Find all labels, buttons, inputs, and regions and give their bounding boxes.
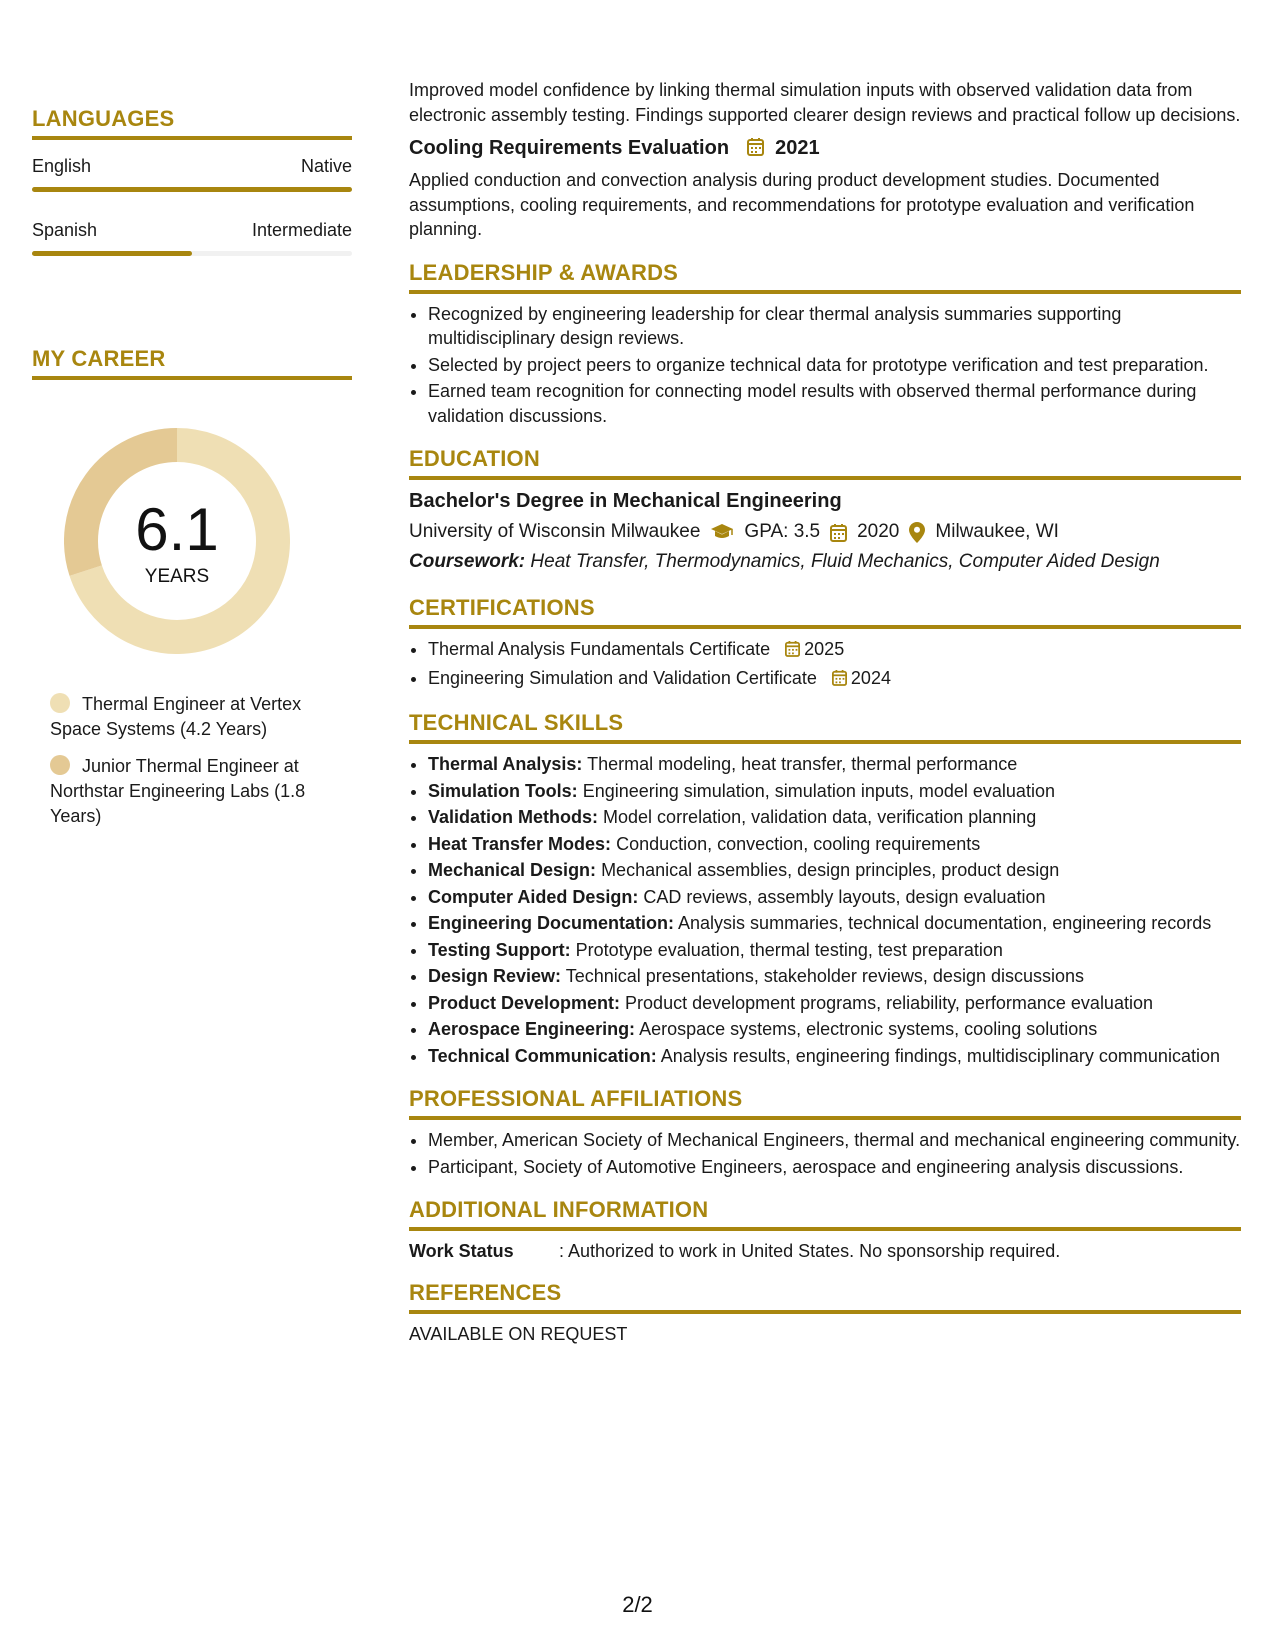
language-level: Intermediate	[251, 220, 352, 240]
legend-dot-icon	[50, 755, 70, 775]
skill-name: Product Development:	[428, 992, 621, 1013]
list-item	[428, 1017, 1241, 1042]
skill-name: Technical Communication:	[428, 1045, 657, 1066]
project-year: 2021	[775, 137, 820, 159]
skill-desc: Analysis results, engineering findings, multidisciplinary communication	[660, 1045, 1220, 1066]
language-proficiency-fill	[32, 251, 192, 256]
project-description: Applied conduction and convection analysis during product development studies. Documented assumptions, cooling requirements, and recommendations for prototype evaluation and verification planning.	[409, 170, 1195, 239]
list-item	[428, 832, 1241, 857]
career-legend-item	[50, 754, 340, 829]
career-total-unit: YEARS	[144, 566, 210, 587]
language-item	[32, 220, 352, 256]
additional-section	[409, 1197, 1241, 1262]
skill-desc: Prototype evaluation, thermal testing, test preparation	[575, 939, 1003, 960]
right-column	[409, 78, 1241, 1345]
list-item	[428, 858, 1241, 883]
career-section	[32, 346, 352, 380]
education-gpa: GPA: 3.5	[744, 521, 821, 542]
list-item	[428, 637, 1241, 664]
leadership-section	[409, 260, 1241, 429]
skill-name: Validation Methods:	[428, 807, 599, 827]
list-item	[428, 911, 1241, 936]
skill-desc: Product development programs, reliability, performance evaluation	[625, 992, 1153, 1013]
skill-desc: Mechanical assemblies, design principles, product design	[601, 860, 1060, 880]
calendar-icon	[747, 137, 764, 162]
language-proficiency-bar	[32, 251, 352, 256]
career-donut-chart	[64, 428, 290, 654]
languages-title: LANGUAGES	[32, 106, 352, 140]
language-name: English	[32, 156, 92, 176]
career-role-label: Junior Thermal Engineer at Northstar Engineering Labs (1.8 Years)	[50, 756, 306, 826]
affiliations-list	[409, 1128, 1241, 1179]
graduation-cap-icon	[710, 523, 734, 541]
skill-name: Heat Transfer Modes:	[428, 833, 612, 854]
list-item: • Selected by project peers to organize technical data for prototype verification and test preparation.	[428, 353, 1241, 378]
list-item: • Recognized by engineering leadership for clear thermal analysis summaries supporting multidisciplinary design reviews.	[428, 302, 1241, 351]
skill-desc: Technical presentations, stakeholder reviews, design discussions	[565, 966, 1085, 986]
references-text: AVAILABLE ON REQUEST	[409, 1324, 628, 1344]
list-item	[428, 991, 1241, 1016]
additional-key: Work Status	[409, 1241, 514, 1261]
additional-value: : Authorized to work in United States. No sponsorship required.	[559, 1241, 1061, 1261]
skill-name: Aerospace Engineering:	[428, 1019, 636, 1039]
career-legend	[50, 692, 340, 841]
language-level: Native	[300, 156, 352, 176]
skill-desc: CAD reviews, assembly layouts, design evaluation	[643, 886, 1046, 907]
career-role-label: Thermal Engineer at Vertex Space Systems (4.2 Years)	[50, 694, 302, 739]
list-item	[428, 779, 1241, 804]
affiliations-title: PROFESSIONAL AFFILIATIONS	[409, 1086, 1241, 1120]
list-item: • Member, American Society of Mechanical Engineers, thermal and mechanical engineering community.	[428, 1128, 1241, 1153]
calendar-icon	[832, 668, 847, 693]
language-name: Spanish	[32, 220, 98, 240]
project-heading	[409, 137, 1241, 162]
list-item: • Participant, Society of Automotive Engineers, aerospace and engineering analysis discussions.	[428, 1155, 1241, 1180]
list-item: • Earned team recognition for connecting model results with observed thermal performance during validation discussions.	[428, 379, 1241, 428]
language-item	[32, 156, 352, 192]
skill-desc: Conduction, convection, cooling requirements	[616, 833, 981, 854]
career-legend-item	[50, 692, 340, 742]
coursework-label: Coursework:	[409, 551, 526, 572]
location-pin-icon	[909, 522, 925, 543]
skills-list	[409, 752, 1241, 1068]
skills-title: TECHNICAL SKILLS	[409, 710, 1241, 744]
skill-desc: Aerospace systems, electronic systems, cooling solutions	[639, 1019, 1098, 1039]
skill-desc: Thermal modeling, heat transfer, thermal performance	[587, 754, 1018, 774]
calendar-icon	[830, 523, 847, 542]
skill-name: Computer Aided Design:	[428, 886, 639, 907]
leadership-list	[409, 302, 1241, 429]
skill-name: Testing Support:	[428, 939, 571, 960]
list-item	[428, 1044, 1241, 1069]
page-number: 2/2	[622, 1592, 653, 1617]
additional-title: ADDITIONAL INFORMATION	[409, 1197, 1241, 1231]
certification-name: Thermal Analysis Fundamentals Certificate	[428, 639, 771, 659]
list-item	[428, 964, 1241, 989]
career-total-years: 6.1	[135, 496, 219, 563]
list-item	[428, 938, 1241, 963]
references-title: REFERENCES	[409, 1280, 1241, 1314]
list-item	[428, 805, 1241, 830]
skills-section	[409, 710, 1241, 1068]
education-degree: Bachelor's Degree in Mechanical Engineering	[409, 490, 842, 512]
experience-section	[409, 78, 1241, 242]
references-section	[409, 1280, 1241, 1345]
education-details	[409, 521, 1241, 543]
education-year: 2020	[857, 521, 900, 542]
language-proficiency-fill	[32, 187, 352, 192]
certifications-title: CERTIFICATIONS	[409, 595, 1241, 629]
skill-name: Thermal Analysis:	[428, 754, 583, 774]
language-proficiency-bar	[32, 187, 352, 192]
calendar-icon	[785, 639, 800, 664]
skill-desc: Analysis summaries, technical documentation, engineering records	[678, 913, 1212, 933]
additional-row	[409, 1241, 1241, 1262]
certifications-section	[409, 595, 1241, 692]
skill-name: Mechanical Design:	[428, 860, 597, 880]
skill-name: Simulation Tools:	[428, 780, 578, 801]
leadership-title: LEADERSHIP & AWARDS	[409, 260, 1241, 294]
affiliations-section	[409, 1086, 1241, 1179]
languages-section	[32, 106, 352, 256]
experience-intro: Improved model confidence by linking thermal simulation inputs with observed validation data from electronic assembly testing. Findings supported clearer design reviews and practical follow up decisions.	[409, 80, 1241, 125]
education-location: Milwaukee, WI	[935, 521, 1059, 542]
project-title: Cooling Requirements Evaluation	[409, 137, 730, 159]
education-section	[409, 446, 1241, 573]
certification-year: 2025	[804, 639, 845, 659]
skill-name: Design Review:	[428, 966, 562, 986]
legend-dot-icon	[50, 693, 70, 713]
certification-year: 2024	[850, 667, 891, 688]
education-coursework	[409, 551, 1241, 573]
skill-name: Engineering Documentation:	[428, 913, 675, 933]
certifications-list	[409, 637, 1241, 692]
skill-desc: Model correlation, validation data, verification planning	[603, 807, 1037, 827]
coursework-list: Heat Transfer, Thermodynamics, Fluid Mechanics, Computer Aided Design	[530, 551, 1160, 572]
career-title: MY CAREER	[32, 346, 352, 380]
education-title: EDUCATION	[409, 446, 1241, 480]
education-school: University of Wisconsin Milwaukee	[409, 521, 701, 542]
list-item	[428, 752, 1241, 777]
certification-name: Engineering Simulation and Validation Certificate	[428, 667, 817, 688]
list-item	[428, 666, 1241, 693]
list-item	[428, 885, 1241, 910]
skill-desc: Engineering simulation, simulation inputs, model evaluation	[582, 780, 1055, 801]
